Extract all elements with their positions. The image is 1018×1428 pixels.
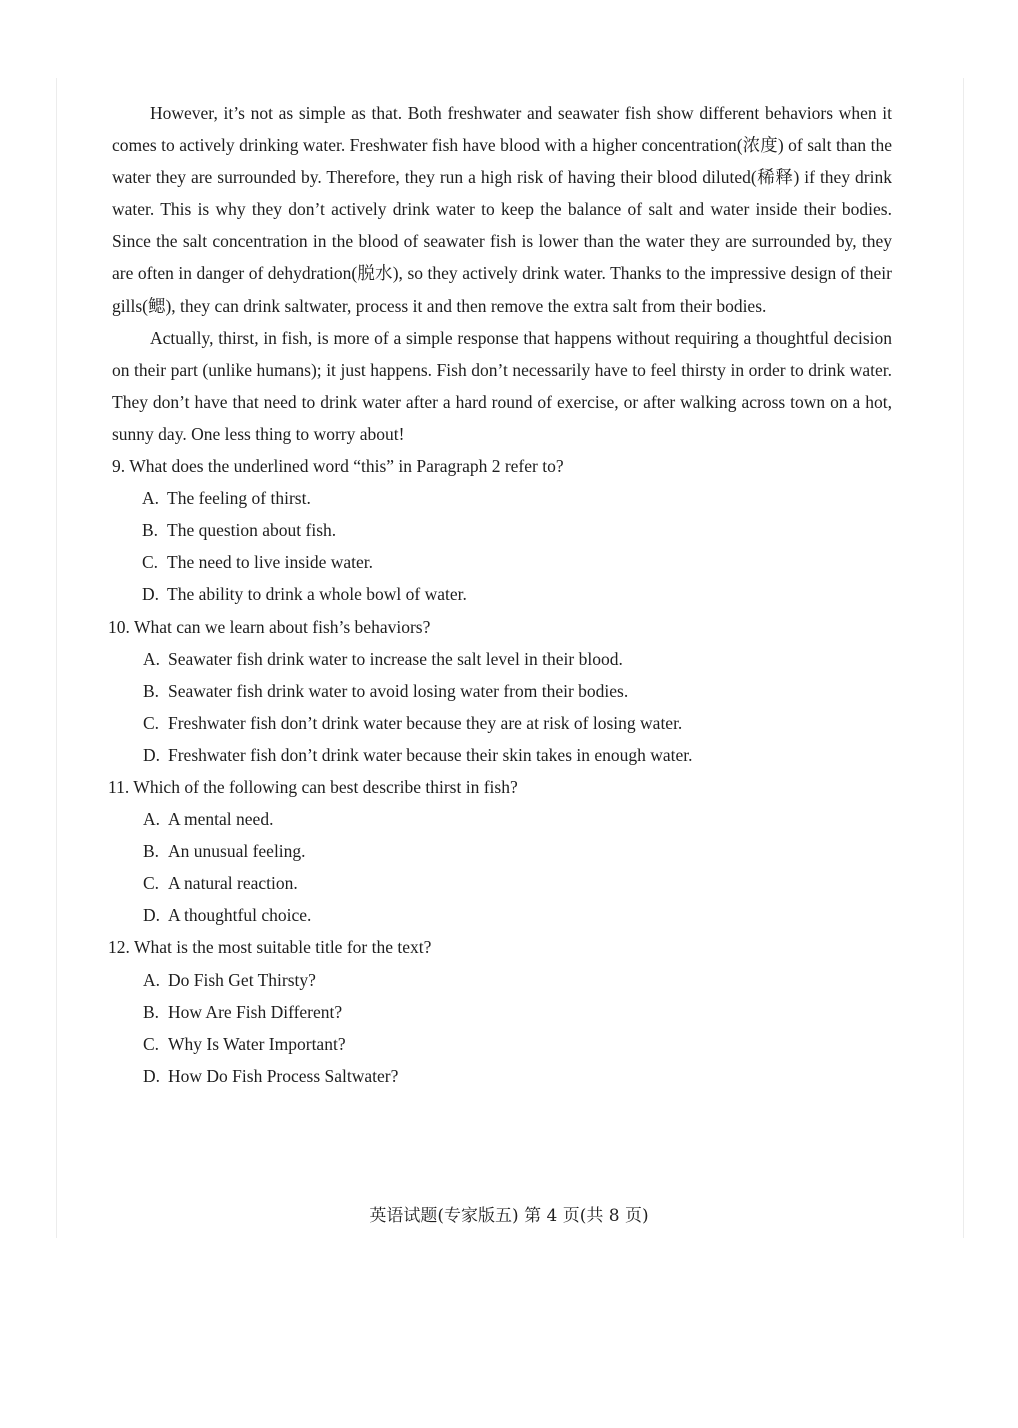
option-text: Why Is Water Important?: [168, 1033, 346, 1054]
question-number: 11.: [108, 776, 130, 797]
option-c: [112, 1028, 892, 1060]
option-text: How Are Fish Different?: [168, 1001, 343, 1022]
option-letter: A.: [143, 648, 161, 669]
option-text: The ability to drink a whole bowl of water.: [167, 584, 467, 605]
option-text: The feeling of thirst.: [167, 488, 311, 509]
option-letter: B.: [142, 520, 159, 541]
passage-paragraph-3: Actually, thirst, in fish, is more of a simple response that happens without requiring a thoughtful decision on their part (unlike humans); it just happens. Fish don’t necessarily have to feel thirsty in order to drink water. They don’t have that need to drink water after a hard round of exercise, or after walking across town on a hot, sunny day. One less thing to worry about!: [112, 327, 892, 444]
option-list: [112, 803, 892, 931]
option-text: Freshwater fish don’t drink water because their skin takes in enough water.: [168, 744, 693, 765]
option-letter: A.: [142, 488, 160, 509]
option-a: [112, 482, 892, 514]
option-letter: A.: [143, 969, 161, 990]
option-letter: A.: [143, 809, 161, 830]
page-footer: 英语试题(专家版五) 第 4 页(共 8 页): [369, 1206, 649, 1226]
option-list: [112, 964, 892, 1092]
option-c: [112, 867, 892, 899]
question-10: [108, 611, 892, 771]
option-d: [112, 1060, 892, 1092]
option-c: [112, 546, 892, 578]
option-letter: C.: [143, 712, 160, 733]
option-text: Seawater fish drink water to avoid losing water from their bodies.: [168, 680, 629, 701]
option-b: [112, 835, 892, 867]
option-d: [112, 899, 892, 931]
option-text: The need to live inside water.: [167, 552, 374, 573]
question-12: [108, 931, 892, 1091]
option-text: An unusual feeling.: [168, 841, 306, 862]
page-content: [108, 97, 892, 1092]
option-list: [112, 643, 892, 771]
passage-paragraph-2: However, it’s not as simple as that. Both freshwater and seawater fish show different behaviors when it comes to actively drinking water. Freshwater fish have blood with a higher concentration(浓度) of salt than the water they are surrounded by. Therefore, they run a high risk of having their blood diluted(稀释) if they drink water. This is why they don’t actively drink water to keep the balance of salt and water inside their bodies. Since the salt concentration in the blood of seawater fish is lower than the water they are surrounded by, they are often in danger of dehydration(脱水), so they actively drink water. Thanks to the impressive design of their gills(鳃), they can drink saltwater, process it and then remove the extra salt from their bodies.: [112, 103, 892, 316]
option-a: [112, 964, 892, 996]
question-text: What does the underlined word “this” in Paragraph 2 refer to?: [129, 456, 564, 477]
question-number: 12.: [108, 937, 130, 958]
option-text: How Do Fish Process Saltwater?: [168, 1065, 399, 1086]
question-text: What is the most suitable title for the text?: [133, 937, 432, 958]
question-text: What can we learn about fish’s behaviors?: [133, 616, 431, 637]
question-9: [112, 450, 892, 610]
question-stem: [112, 450, 892, 482]
option-b: [112, 996, 892, 1028]
option-text: A mental need.: [168, 809, 274, 830]
option-text: The question about fish.: [167, 520, 337, 541]
option-a: [112, 643, 892, 675]
option-letter: B.: [143, 841, 160, 862]
option-b: [112, 514, 892, 546]
option-a: [112, 803, 892, 835]
option-text: Do Fish Get Thirsty?: [168, 969, 316, 990]
option-d: [112, 739, 892, 771]
option-letter: C.: [143, 873, 160, 894]
option-text: A thoughtful choice.: [168, 905, 312, 926]
question-text: Which of the following can best describe thirst in fish?: [133, 776, 518, 797]
option-text: Freshwater fish don’t drink water because they are at risk of losing water.: [168, 712, 683, 733]
option-letter: D.: [143, 1065, 161, 1086]
option-list: [112, 482, 892, 610]
option-d: [112, 578, 892, 610]
option-letter: B.: [143, 680, 160, 701]
question-number: 10.: [108, 616, 130, 637]
question-number: 9.: [112, 456, 126, 477]
option-c: [112, 707, 892, 739]
option-letter: D.: [143, 905, 161, 926]
question-stem: [108, 931, 892, 963]
option-b: [112, 675, 892, 707]
option-letter: D.: [143, 744, 161, 765]
option-text: A natural reaction.: [168, 873, 298, 894]
option-letter: C.: [142, 552, 159, 573]
option-text: Seawater fish drink water to increase the salt level in their blood.: [168, 648, 623, 669]
option-letter: B.: [143, 1001, 160, 1022]
question-11: [108, 771, 892, 931]
option-letter: D.: [142, 584, 160, 605]
option-letter: C.: [143, 1033, 160, 1054]
question-stem: [108, 611, 892, 643]
question-stem: [108, 771, 892, 803]
